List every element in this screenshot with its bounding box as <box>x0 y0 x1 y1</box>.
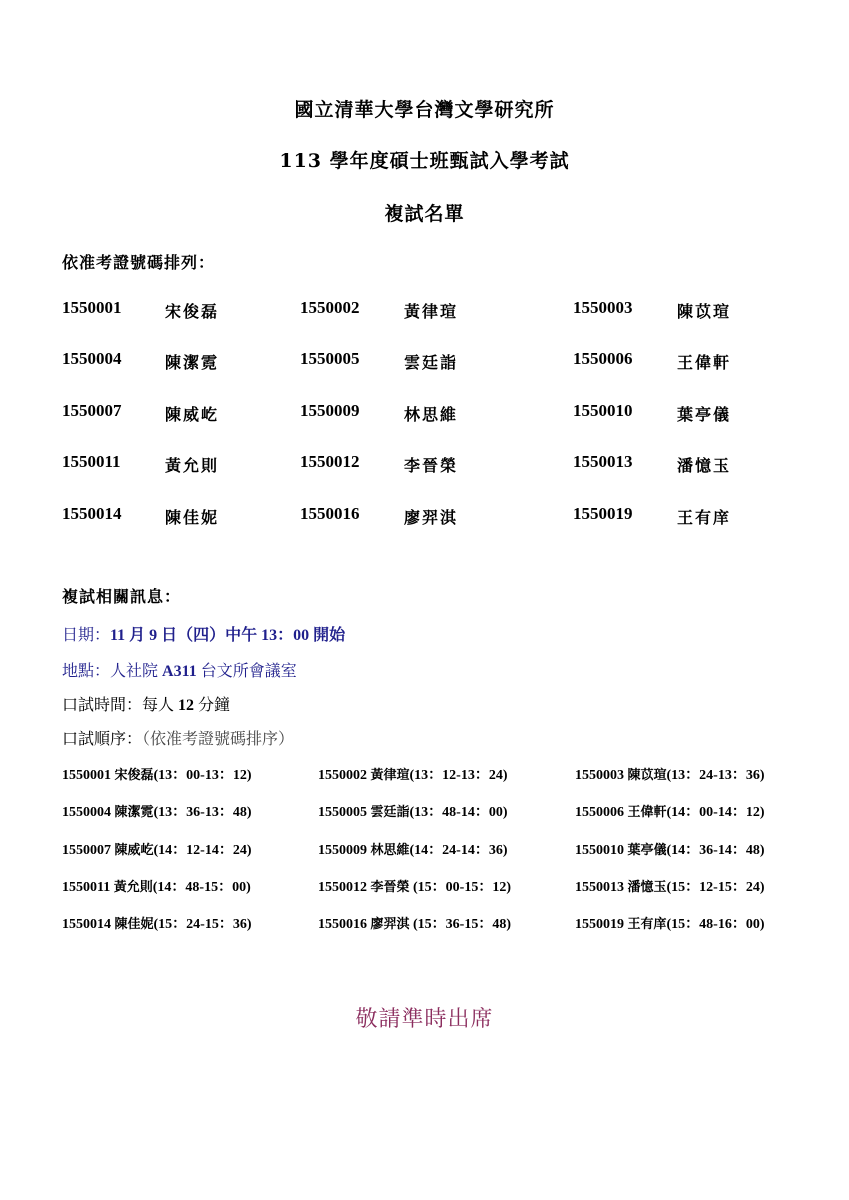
schedule-time: (13：24-13：36) <box>666 768 765 783</box>
candidate-id: 1550014 <box>62 503 122 523</box>
schedule-id: 1550012 <box>318 879 367 895</box>
schedule-name: 雲廷詣 <box>370 805 410 821</box>
schedule-entry <box>318 876 511 896</box>
candidate-name: 黃律瑄 <box>404 302 459 321</box>
candidate-id: 1550005 <box>300 349 360 369</box>
schedule-id: 1550014 <box>62 917 111 933</box>
schedule-entry <box>575 876 765 896</box>
candidate-row <box>0 451 849 502</box>
exam-title: 113 學年度碩士班甄試入學考試 <box>279 150 570 172</box>
closing-notice: 敬請準時出席 <box>355 1007 494 1032</box>
schedule-time: (14：24-14：36) <box>409 842 508 858</box>
candidate-name: 王有庠 <box>677 507 732 527</box>
schedule-entry <box>62 913 252 933</box>
schedule-id: 1550010 <box>575 842 624 858</box>
candidate-id: 1550010 <box>573 400 633 420</box>
schedule-time: (15：00-15：12) <box>409 879 512 895</box>
candidate-name: 李晉榮 <box>404 456 459 476</box>
schedule-name: 林思維 <box>370 842 410 858</box>
schedule-time: (14：36-14：48) <box>666 842 765 858</box>
schedule-id: 1550019 <box>575 917 624 933</box>
schedule-time: (14：00-14：12) <box>666 805 765 821</box>
candidate-name: 王偉軒 <box>677 353 732 373</box>
candidate-row <box>0 400 849 451</box>
schedule-time: (15：12-15：24) <box>666 879 765 895</box>
duration-line <box>62 692 230 715</box>
info-label: 複試相關訊息： <box>62 587 182 606</box>
schedule-name: 李晉榮 <box>370 879 410 895</box>
schedule-id: 1550016 <box>318 917 367 933</box>
candidate-id: 1550013 <box>573 452 633 472</box>
schedule-entry <box>62 801 252 821</box>
schedule-entry <box>62 876 251 896</box>
candidate-name: 黃允則 <box>165 456 220 476</box>
schedule-name: 王有庠 <box>627 917 667 933</box>
sort-label: 依准考證號碼排列： <box>62 253 216 272</box>
schedule-id: 1550011 <box>62 879 111 895</box>
candidate-name: 雲廷詣 <box>404 353 459 373</box>
schedule-id: 1550003 <box>575 768 624 783</box>
schedule-time: (13：48-14：00) <box>409 805 508 821</box>
candidate-id: 1550004 <box>62 349 122 369</box>
order-line <box>62 726 294 749</box>
place-line <box>62 658 297 681</box>
candidate-name: 葉亭儀 <box>677 404 732 424</box>
candidate-id: 1550012 <box>300 452 360 472</box>
schedule-id: 1550013 <box>575 879 624 895</box>
order-prefix: 口試順序： <box>62 731 143 748</box>
schedule-row <box>0 839 849 876</box>
schedule-name: 陳苡瑄 <box>627 768 667 783</box>
candidate-name: 林思維 <box>404 404 459 424</box>
schedule-id: 1550007 <box>62 842 111 858</box>
candidate-id: 1550007 <box>62 400 122 420</box>
schedule-id: 1550004 <box>62 805 111 821</box>
schedule-time: (13：12-13：24) <box>409 768 508 783</box>
candidate-row <box>0 348 849 399</box>
schedule-entry <box>62 764 252 784</box>
schedule-time: (14：12-14：24) <box>153 842 252 858</box>
candidate-name: 陳威屹 <box>165 404 220 424</box>
institute-title: 國立清華大學台灣文學研究所 <box>294 99 555 121</box>
duration-value: 12 <box>178 697 195 714</box>
schedule-entry <box>318 839 508 859</box>
schedule-name: 黃律瑄 <box>370 768 410 783</box>
schedule-name: 陳佳妮 <box>114 917 154 933</box>
schedule-name: 陳威屹 <box>114 842 154 858</box>
schedule-time: (15：24-15：36) <box>153 917 252 933</box>
place-room: A311 <box>162 663 197 680</box>
schedule-name: 王偉軒 <box>627 805 667 821</box>
schedule-entry <box>318 801 508 821</box>
schedule-row <box>0 876 849 913</box>
date-line <box>62 622 345 645</box>
candidate-id: 1550011 <box>62 452 121 472</box>
date-prefix: 日期： <box>62 627 111 644</box>
candidate-list <box>0 297 849 554</box>
candidate-id: 1550001 <box>62 298 122 317</box>
schedule-time: (15：36-15：48) <box>409 917 512 933</box>
schedule-time: (14：48-15：00) <box>152 879 251 895</box>
candidate-id: 1550019 <box>573 503 633 523</box>
schedule-list <box>0 764 849 950</box>
place-prefix: 地點：人社院 <box>62 663 163 680</box>
schedule-id: 1550006 <box>575 805 624 821</box>
schedule-time: (13：36-13：48) <box>153 805 252 821</box>
schedule-name: 陳潔霓 <box>114 805 154 821</box>
list-title: 複試名單 <box>384 203 465 225</box>
schedule-id: 1550001 <box>62 768 111 783</box>
schedule-entry <box>575 801 765 821</box>
candidate-id: 1550002 <box>300 298 360 317</box>
candidate-name: 潘憶玉 <box>677 456 732 476</box>
schedule-entry <box>575 839 765 859</box>
schedule-id: 1550005 <box>318 805 367 821</box>
candidate-name: 宋俊磊 <box>165 302 220 321</box>
schedule-name: 宋俊磊 <box>114 768 154 783</box>
date-value: 11 月 9 日（四）中午 13：00 開始 <box>110 627 346 644</box>
candidate-name: 陳佳妮 <box>165 507 220 527</box>
candidate-row <box>0 297 849 348</box>
candidate-name: 陳潔霓 <box>165 353 220 373</box>
schedule-row <box>0 913 849 950</box>
duration-suffix: 分鐘 <box>194 697 231 714</box>
candidate-id: 1550016 <box>300 503 360 523</box>
schedule-id: 1550009 <box>318 842 367 858</box>
schedule-time: (13：00-13：12) <box>153 768 252 783</box>
schedule-name: 葉亭儀 <box>627 842 667 858</box>
candidate-name: 廖羿淇 <box>404 507 459 527</box>
candidate-row <box>0 503 849 554</box>
place-suffix: 台文所會議室 <box>196 663 297 680</box>
candidate-id: 1550006 <box>573 349 633 369</box>
schedule-name: 潘憶玉 <box>627 879 667 895</box>
schedule-name: 廖羿淇 <box>370 917 410 933</box>
schedule-entry <box>62 839 252 859</box>
schedule-time: (15：48-16：00) <box>666 917 765 933</box>
candidate-name: 陳苡瑄 <box>677 302 732 321</box>
candidate-id: 1550009 <box>300 400 360 420</box>
schedule-entry <box>575 913 765 933</box>
order-note: （依准考證號碼排序） <box>142 731 295 748</box>
schedule-entry <box>575 764 765 784</box>
schedule-entry <box>318 913 511 933</box>
schedule-entry <box>318 764 508 784</box>
schedule-id: 1550002 <box>318 768 367 783</box>
candidate-id: 1550003 <box>573 298 633 317</box>
schedule-row <box>0 801 849 838</box>
schedule-row <box>0 764 849 801</box>
schedule-name: 黃允則 <box>113 879 153 895</box>
duration-prefix: 口試時間：每人 <box>62 697 179 714</box>
